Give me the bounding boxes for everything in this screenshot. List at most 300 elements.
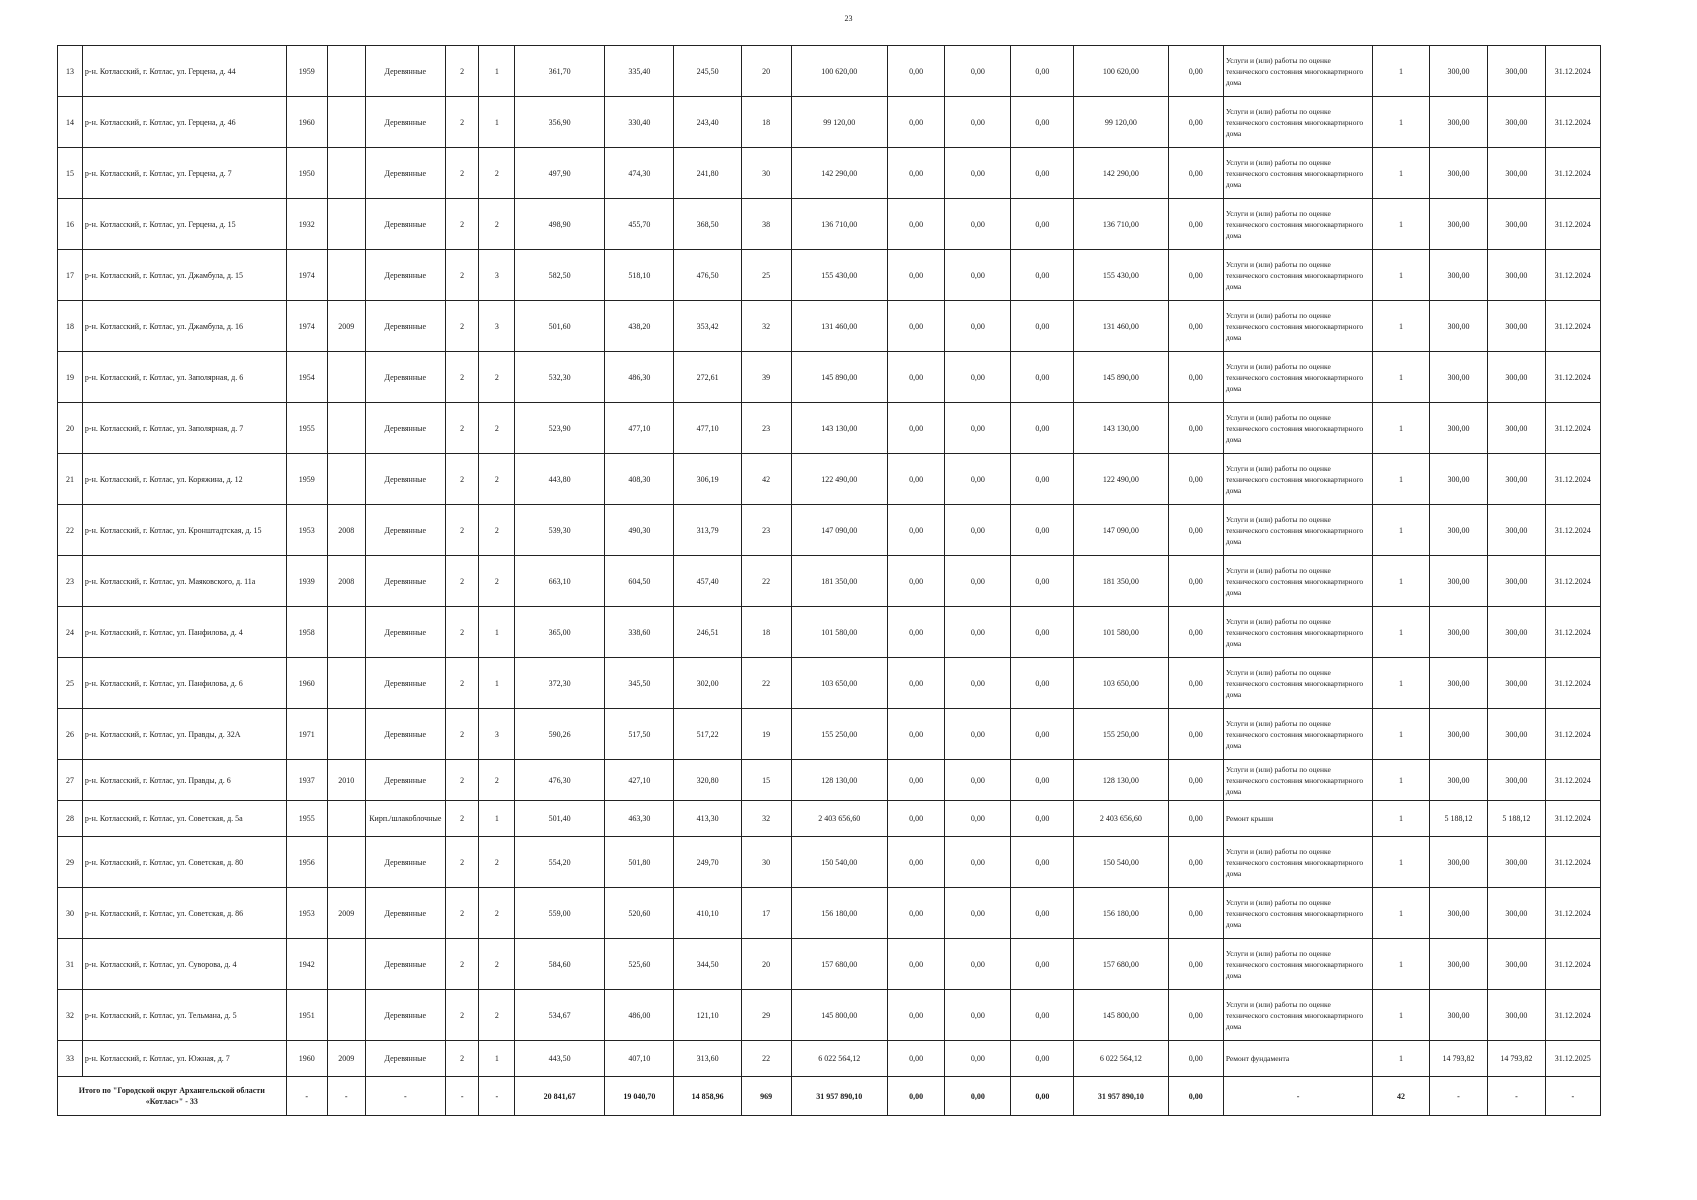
work-type-cell: Услуги и (или) работы по оценке технического состояния многоквартирного дома xyxy=(1223,199,1373,250)
address-cell: р-н. Котласский, г. Котлас, ул. Коряжина, д. 12 xyxy=(82,454,286,505)
total-cost-cell: 6 022 564,12 xyxy=(791,1041,887,1077)
unit-cost-cell: 300,00 xyxy=(1429,709,1488,760)
residents-cell: 19 xyxy=(741,709,791,760)
year-built-cell: 1955 xyxy=(286,403,327,454)
rooms-area-cell: 407,10 xyxy=(605,1041,674,1077)
year-repair-cell xyxy=(327,199,365,250)
address-cell: р-н. Котласский, г. Котлас, ул. Кронштадтская, д. 15 xyxy=(82,505,286,556)
owners-funds-cell: 142 290,00 xyxy=(1074,148,1168,199)
other-funds-cell: 0,00 xyxy=(1168,505,1223,556)
local-funds-cell: 0,00 xyxy=(1011,199,1074,250)
unit-cost-cell: 14 793,82 xyxy=(1429,1041,1488,1077)
total-area-cell: 356,90 xyxy=(515,97,605,148)
floors-cell: 2 xyxy=(445,939,479,990)
table-row xyxy=(58,658,1601,709)
residents-cell: 25 xyxy=(741,250,791,301)
owners-funds-cell: 122 490,00 xyxy=(1074,454,1168,505)
local-funds-cell: 0,00 xyxy=(1011,301,1074,352)
floors-cell: 2 xyxy=(445,352,479,403)
wall-material-cell: Деревянные xyxy=(365,709,445,760)
quantity-cell: 1 xyxy=(1373,97,1429,148)
unit-cost-max-cell: 300,00 xyxy=(1488,939,1545,990)
living-area-cell: 368,50 xyxy=(674,199,741,250)
floors-cell: 2 xyxy=(445,709,479,760)
unit-cost-max-cell: 300,00 xyxy=(1488,556,1545,607)
unit-cost-cell: 300,00 xyxy=(1429,939,1488,990)
year-built-cell: 1937 xyxy=(286,760,327,801)
other-funds-cell: 0,00 xyxy=(1168,46,1223,97)
work-type-cell: Услуги и (или) работы по оценке технического состояния многоквартирного дома xyxy=(1223,301,1373,352)
living-area-cell: 243,40 xyxy=(674,97,741,148)
row-number: 26 xyxy=(58,709,83,760)
year-repair-cell xyxy=(327,352,365,403)
quantity-cell: 1 xyxy=(1373,250,1429,301)
entrances-cell: 1 xyxy=(479,97,515,148)
year-repair-cell: 2009 xyxy=(327,301,365,352)
regional-funds-cell: 0,00 xyxy=(945,801,1011,837)
local-funds-cell: 0,00 xyxy=(1011,990,1074,1041)
quantity-cell: 1 xyxy=(1373,801,1429,837)
work-type-cell: Ремонт фундамента xyxy=(1223,1041,1373,1077)
total-area-cell: 663,10 xyxy=(515,556,605,607)
quantity-cell: 1 xyxy=(1373,888,1429,939)
owners-funds-cell: 145 890,00 xyxy=(1074,352,1168,403)
floors-cell: 2 xyxy=(445,148,479,199)
unit-cost-max-cell: 300,00 xyxy=(1488,97,1545,148)
rooms-area-cell: 408,30 xyxy=(605,454,674,505)
unit-cost-cell: 300,00 xyxy=(1429,505,1488,556)
table-row xyxy=(58,888,1601,939)
wall-material-cell: Деревянные xyxy=(365,199,445,250)
unit-cost-max-cell: 300,00 xyxy=(1488,454,1545,505)
total-cost-cell: 128 130,00 xyxy=(791,760,887,801)
wall-material-cell: Деревянные xyxy=(365,505,445,556)
local-funds-cell: 0,00 xyxy=(1011,46,1074,97)
wall-material-cell: Деревянные xyxy=(365,454,445,505)
local-funds-cell: 0,00 xyxy=(1011,97,1074,148)
residents-cell: 20 xyxy=(741,939,791,990)
regional-funds-cell: 0,00 xyxy=(945,837,1011,888)
total-area-cell: 584,60 xyxy=(515,939,605,990)
address-cell: р-н. Котласский, г. Котлас, ул. Правды, д. 32А xyxy=(82,709,286,760)
residents-cell: 15 xyxy=(741,760,791,801)
total-work-type-cell: - xyxy=(1223,1077,1373,1116)
wall-material-cell: Деревянные xyxy=(365,352,445,403)
floors-cell: 2 xyxy=(445,837,479,888)
unit-cost-max-cell: 300,00 xyxy=(1488,352,1545,403)
unit-cost-cell: 300,00 xyxy=(1429,301,1488,352)
total-cost-cell: 99 120,00 xyxy=(791,97,887,148)
total-area-cell: 501,60 xyxy=(515,301,605,352)
federal-funds-cell: 0,00 xyxy=(887,760,944,801)
local-funds-cell: 0,00 xyxy=(1011,801,1074,837)
entrances-cell: 1 xyxy=(479,801,515,837)
year-repair-cell: 2008 xyxy=(327,505,365,556)
deadline-cell: 31.12.2024 xyxy=(1545,709,1600,760)
floors-cell: 2 xyxy=(445,888,479,939)
living-area-cell: 476,50 xyxy=(674,250,741,301)
rooms-area-cell: 604,50 xyxy=(605,556,674,607)
total-cost-cell: 155 250,00 xyxy=(791,709,887,760)
row-number: 23 xyxy=(58,556,83,607)
rooms-area-cell: 427,10 xyxy=(605,760,674,801)
federal-funds-cell: 0,00 xyxy=(887,148,944,199)
work-type-cell: Услуги и (или) работы по оценке технического состояния многоквартирного дома xyxy=(1223,556,1373,607)
federal-funds-cell: 0,00 xyxy=(887,199,944,250)
total-cost-cell: 145 800,00 xyxy=(791,990,887,1041)
quantity-cell: 1 xyxy=(1373,352,1429,403)
row-number: 31 xyxy=(58,939,83,990)
unit-cost-cell: 300,00 xyxy=(1429,199,1488,250)
total-cost-cell: 100 620,00 xyxy=(791,46,887,97)
federal-funds-cell: 0,00 xyxy=(887,801,944,837)
total-cost-cell: 103 650,00 xyxy=(791,658,887,709)
total-area-cell: 532,30 xyxy=(515,352,605,403)
other-funds-cell: 0,00 xyxy=(1168,148,1223,199)
year-repair-cell xyxy=(327,837,365,888)
other-funds-cell: 0,00 xyxy=(1168,607,1223,658)
floors-cell: 2 xyxy=(445,658,479,709)
unit-cost-cell: 300,00 xyxy=(1429,97,1488,148)
rooms-area-cell: 477,10 xyxy=(605,403,674,454)
total-area-cell: 534,67 xyxy=(515,990,605,1041)
other-funds-cell: 0,00 xyxy=(1168,760,1223,801)
housing-repair-registry-table xyxy=(57,45,1601,1116)
page-number: 23 xyxy=(844,14,853,23)
federal-funds-cell: 0,00 xyxy=(887,97,944,148)
work-type-cell: Услуги и (или) работы по оценке технического состояния многоквартирного дома xyxy=(1223,939,1373,990)
deadline-cell: 31.12.2024 xyxy=(1545,352,1600,403)
living-area-cell: 246,51 xyxy=(674,607,741,658)
residents-cell: 30 xyxy=(741,837,791,888)
deadline-cell: 31.12.2024 xyxy=(1545,403,1600,454)
wall-material-cell: Кирп./шлакоблочные xyxy=(365,801,445,837)
regional-funds-cell: 0,00 xyxy=(945,403,1011,454)
unit-cost-cell: 300,00 xyxy=(1429,607,1488,658)
local-funds-cell: 0,00 xyxy=(1011,607,1074,658)
unit-cost-cell: 300,00 xyxy=(1429,888,1488,939)
regional-funds-cell: 0,00 xyxy=(945,199,1011,250)
entrances-cell: 2 xyxy=(479,888,515,939)
total-area-cell: 498,90 xyxy=(515,199,605,250)
owners-funds-cell: 100 620,00 xyxy=(1074,46,1168,97)
owners-funds-cell: 136 710,00 xyxy=(1074,199,1168,250)
residents-cell: 42 xyxy=(741,454,791,505)
total-area-cell: 476,30 xyxy=(515,760,605,801)
unit-cost-cell: 300,00 xyxy=(1429,658,1488,709)
quantity-cell: 1 xyxy=(1373,939,1429,990)
entrances-cell: 1 xyxy=(479,46,515,97)
row-number: 21 xyxy=(58,454,83,505)
floors-cell: 2 xyxy=(445,990,479,1041)
entrances-cell: 1 xyxy=(479,607,515,658)
rooms-area-cell: 338,60 xyxy=(605,607,674,658)
unit-cost-max-cell: 300,00 xyxy=(1488,990,1545,1041)
wall-material-cell: Деревянные xyxy=(365,301,445,352)
row-number: 20 xyxy=(58,403,83,454)
quantity-cell: 1 xyxy=(1373,990,1429,1041)
total-area-cell: 361,70 xyxy=(515,46,605,97)
total-total-area-cell: 20 841,67 xyxy=(515,1077,605,1116)
address-cell: р-н. Котласский, г. Котлас, ул. Тельмана, д. 5 xyxy=(82,990,286,1041)
deadline-cell: 31.12.2024 xyxy=(1545,760,1600,801)
unit-cost-max-cell: 300,00 xyxy=(1488,505,1545,556)
rooms-area-cell: 517,50 xyxy=(605,709,674,760)
regional-funds-cell: 0,00 xyxy=(945,505,1011,556)
total-area-cell: 582,50 xyxy=(515,250,605,301)
work-type-cell: Услуги и (или) работы по оценке технического состояния многоквартирного дома xyxy=(1223,837,1373,888)
total-total-cost-cell: 31 957 890,10 xyxy=(791,1077,887,1116)
year-built-cell: 1953 xyxy=(286,505,327,556)
owners-funds-cell: 145 800,00 xyxy=(1074,990,1168,1041)
other-funds-cell: 0,00 xyxy=(1168,301,1223,352)
rooms-area-cell: 518,10 xyxy=(605,250,674,301)
total-cost-cell: 101 580,00 xyxy=(791,607,887,658)
other-funds-cell: 0,00 xyxy=(1168,888,1223,939)
table-row xyxy=(58,199,1601,250)
federal-funds-cell: 0,00 xyxy=(887,939,944,990)
work-type-cell: Услуги и (или) работы по оценке технического состояния многоквартирного дома xyxy=(1223,990,1373,1041)
work-type-cell: Услуги и (или) работы по оценке технического состояния многоквартирного дома xyxy=(1223,250,1373,301)
address-cell: р-н. Котласский, г. Котлас, ул. Заполярная, д. 7 xyxy=(82,403,286,454)
rooms-area-cell: 520,60 xyxy=(605,888,674,939)
regional-funds-cell: 0,00 xyxy=(945,301,1011,352)
table-row xyxy=(58,556,1601,607)
owners-funds-cell: 150 540,00 xyxy=(1074,837,1168,888)
address-cell: р-н. Котласский, г. Котлас, ул. Герцена, д. 46 xyxy=(82,97,286,148)
residents-cell: 32 xyxy=(741,801,791,837)
address-cell: р-н. Котласский, г. Котлас, ул. Маяковского, д. 11а xyxy=(82,556,286,607)
total-area-cell: 365,00 xyxy=(515,607,605,658)
year-repair-cell: 2009 xyxy=(327,1041,365,1077)
rooms-area-cell: 501,80 xyxy=(605,837,674,888)
local-funds-cell: 0,00 xyxy=(1011,403,1074,454)
local-funds-cell: 0,00 xyxy=(1011,556,1074,607)
other-funds-cell: 0,00 xyxy=(1168,97,1223,148)
living-area-cell: 353,42 xyxy=(674,301,741,352)
work-type-cell: Услуги и (или) работы по оценке технического состояния многоквартирного дома xyxy=(1223,658,1373,709)
quantity-cell: 1 xyxy=(1373,454,1429,505)
entrances-cell: 2 xyxy=(479,505,515,556)
residents-cell: 17 xyxy=(741,888,791,939)
regional-funds-cell: 0,00 xyxy=(945,709,1011,760)
quantity-cell: 1 xyxy=(1373,301,1429,352)
deadline-cell: 31.12.2024 xyxy=(1545,97,1600,148)
quantity-cell: 1 xyxy=(1373,658,1429,709)
deadline-cell: 31.12.2025 xyxy=(1545,1041,1600,1077)
unit-cost-cell: 300,00 xyxy=(1429,760,1488,801)
federal-funds-cell: 0,00 xyxy=(887,658,944,709)
total-floors-cell: - xyxy=(445,1077,479,1116)
entrances-cell: 1 xyxy=(479,1041,515,1077)
quantity-cell: 1 xyxy=(1373,505,1429,556)
total-area-cell: 559,00 xyxy=(515,888,605,939)
unit-cost-max-cell: 300,00 xyxy=(1488,301,1545,352)
year-built-cell: 1959 xyxy=(286,46,327,97)
deadline-cell: 31.12.2024 xyxy=(1545,301,1600,352)
row-number: 25 xyxy=(58,658,83,709)
quantity-cell: 1 xyxy=(1373,1041,1429,1077)
table-row xyxy=(58,760,1601,801)
owners-funds-cell: 99 120,00 xyxy=(1074,97,1168,148)
local-funds-cell: 0,00 xyxy=(1011,1041,1074,1077)
living-area-cell: 245,50 xyxy=(674,46,741,97)
row-number: 27 xyxy=(58,760,83,801)
year-repair-cell: 2010 xyxy=(327,760,365,801)
table-row xyxy=(58,801,1601,837)
total-area-cell: 443,50 xyxy=(515,1041,605,1077)
year-built-cell: 1958 xyxy=(286,607,327,658)
regional-funds-cell: 0,00 xyxy=(945,556,1011,607)
local-funds-cell: 0,00 xyxy=(1011,709,1074,760)
total-rooms-area-cell: 19 040,70 xyxy=(605,1077,674,1116)
rooms-area-cell: 463,30 xyxy=(605,801,674,837)
living-area-cell: 344,50 xyxy=(674,939,741,990)
unit-cost-cell: 300,00 xyxy=(1429,556,1488,607)
unit-cost-max-cell: 300,00 xyxy=(1488,658,1545,709)
federal-funds-cell: 0,00 xyxy=(887,454,944,505)
total-quantity-cell: 42 xyxy=(1373,1077,1429,1116)
entrances-cell: 2 xyxy=(479,148,515,199)
living-area-cell: 413,30 xyxy=(674,801,741,837)
table-row xyxy=(58,454,1601,505)
deadline-cell: 31.12.2024 xyxy=(1545,454,1600,505)
table-body xyxy=(58,46,1601,1116)
total-regional-funds-cell: 0,00 xyxy=(945,1077,1011,1116)
residents-cell: 23 xyxy=(741,403,791,454)
total-cost-cell: 145 890,00 xyxy=(791,352,887,403)
other-funds-cell: 0,00 xyxy=(1168,709,1223,760)
unit-cost-cell: 300,00 xyxy=(1429,46,1488,97)
wall-material-cell: Деревянные xyxy=(365,97,445,148)
residents-cell: 23 xyxy=(741,505,791,556)
total-label: Итого по "Городской округ Архангельской области «Котлас»" - 33 xyxy=(58,1077,287,1116)
deadline-cell: 31.12.2024 xyxy=(1545,556,1600,607)
other-funds-cell: 0,00 xyxy=(1168,990,1223,1041)
residents-cell: 20 xyxy=(741,46,791,97)
entrances-cell: 2 xyxy=(479,760,515,801)
entrances-cell: 2 xyxy=(479,990,515,1041)
unit-cost-max-cell: 300,00 xyxy=(1488,199,1545,250)
unit-cost-cell: 5 188,12 xyxy=(1429,801,1488,837)
rooms-area-cell: 486,00 xyxy=(605,990,674,1041)
year-built-cell: 1932 xyxy=(286,199,327,250)
table-row xyxy=(58,709,1601,760)
unit-cost-max-cell: 300,00 xyxy=(1488,250,1545,301)
year-repair-cell xyxy=(327,46,365,97)
other-funds-cell: 0,00 xyxy=(1168,556,1223,607)
unit-cost-cell: 300,00 xyxy=(1429,990,1488,1041)
year-repair-cell xyxy=(327,709,365,760)
regional-funds-cell: 0,00 xyxy=(945,46,1011,97)
regional-funds-cell: 0,00 xyxy=(945,454,1011,505)
total-cost-cell: 142 290,00 xyxy=(791,148,887,199)
total-cost-cell: 143 130,00 xyxy=(791,403,887,454)
floors-cell: 2 xyxy=(445,801,479,837)
entrances-cell: 2 xyxy=(479,939,515,990)
owners-funds-cell: 103 650,00 xyxy=(1074,658,1168,709)
year-built-cell: 1955 xyxy=(286,801,327,837)
deadline-cell: 31.12.2024 xyxy=(1545,888,1600,939)
total-federal-funds-cell: 0,00 xyxy=(887,1077,944,1116)
row-number: 16 xyxy=(58,199,83,250)
work-type-cell: Услуги и (или) работы по оценке технического состояния многоквартирного дома xyxy=(1223,607,1373,658)
row-number: 30 xyxy=(58,888,83,939)
entrances-cell: 2 xyxy=(479,837,515,888)
address-cell: р-н. Котласский, г. Котлас, ул. Герцена, д. 44 xyxy=(82,46,286,97)
entrances-cell: 2 xyxy=(479,556,515,607)
total-cost-cell: 157 680,00 xyxy=(791,939,887,990)
federal-funds-cell: 0,00 xyxy=(887,709,944,760)
living-area-cell: 306,19 xyxy=(674,454,741,505)
other-funds-cell: 0,00 xyxy=(1168,837,1223,888)
regional-funds-cell: 0,00 xyxy=(945,250,1011,301)
local-funds-cell: 0,00 xyxy=(1011,837,1074,888)
deadline-cell: 31.12.2024 xyxy=(1545,801,1600,837)
year-built-cell: 1953 xyxy=(286,888,327,939)
wall-material-cell: Деревянные xyxy=(365,837,445,888)
table-row xyxy=(58,1041,1601,1077)
local-funds-cell: 0,00 xyxy=(1011,888,1074,939)
quantity-cell: 1 xyxy=(1373,760,1429,801)
quantity-cell: 1 xyxy=(1373,46,1429,97)
quantity-cell: 1 xyxy=(1373,556,1429,607)
address-cell: р-н. Котласский, г. Котлас, ул. Правды, д. 6 xyxy=(82,760,286,801)
row-number: 28 xyxy=(58,801,83,837)
regional-funds-cell: 0,00 xyxy=(945,148,1011,199)
deadline-cell: 31.12.2024 xyxy=(1545,837,1600,888)
wall-material-cell: Деревянные xyxy=(365,403,445,454)
federal-funds-cell: 0,00 xyxy=(887,301,944,352)
quantity-cell: 1 xyxy=(1373,148,1429,199)
unit-cost-max-cell: 300,00 xyxy=(1488,403,1545,454)
federal-funds-cell: 0,00 xyxy=(887,837,944,888)
total-cost-cell: 131 460,00 xyxy=(791,301,887,352)
rooms-area-cell: 345,50 xyxy=(605,658,674,709)
total-cost-cell: 147 090,00 xyxy=(791,505,887,556)
floors-cell: 2 xyxy=(445,46,479,97)
living-area-cell: 313,60 xyxy=(674,1041,741,1077)
table-row xyxy=(58,505,1601,556)
address-cell: р-н. Котласский, г. Котлас, ул. Герцена, д. 15 xyxy=(82,199,286,250)
floors-cell: 2 xyxy=(445,1041,479,1077)
deadline-cell: 31.12.2024 xyxy=(1545,505,1600,556)
total-area-cell: 497,90 xyxy=(515,148,605,199)
year-repair-cell xyxy=(327,250,365,301)
residents-cell: 22 xyxy=(741,556,791,607)
work-type-cell: Услуги и (или) работы по оценке технического состояния многоквартирного дома xyxy=(1223,403,1373,454)
work-type-cell: Услуги и (или) работы по оценке технического состояния многоквартирного дома xyxy=(1223,148,1373,199)
owners-funds-cell: 157 680,00 xyxy=(1074,939,1168,990)
unit-cost-cell: 300,00 xyxy=(1429,403,1488,454)
regional-funds-cell: 0,00 xyxy=(945,990,1011,1041)
living-area-cell: 477,10 xyxy=(674,403,741,454)
year-repair-cell xyxy=(327,403,365,454)
entrances-cell: 2 xyxy=(479,403,515,454)
other-funds-cell: 0,00 xyxy=(1168,352,1223,403)
floors-cell: 2 xyxy=(445,556,479,607)
row-number: 19 xyxy=(58,352,83,403)
total-row xyxy=(58,1077,1601,1116)
total-other-funds-cell: 0,00 xyxy=(1168,1077,1223,1116)
year-repair-cell xyxy=(327,939,365,990)
wall-material-cell: Деревянные xyxy=(365,658,445,709)
rooms-area-cell: 525,60 xyxy=(605,939,674,990)
year-built-cell: 1942 xyxy=(286,939,327,990)
other-funds-cell: 0,00 xyxy=(1168,454,1223,505)
year-repair-cell xyxy=(327,658,365,709)
work-type-cell: Услуги и (или) работы по оценке технического состояния многоквартирного дома xyxy=(1223,352,1373,403)
